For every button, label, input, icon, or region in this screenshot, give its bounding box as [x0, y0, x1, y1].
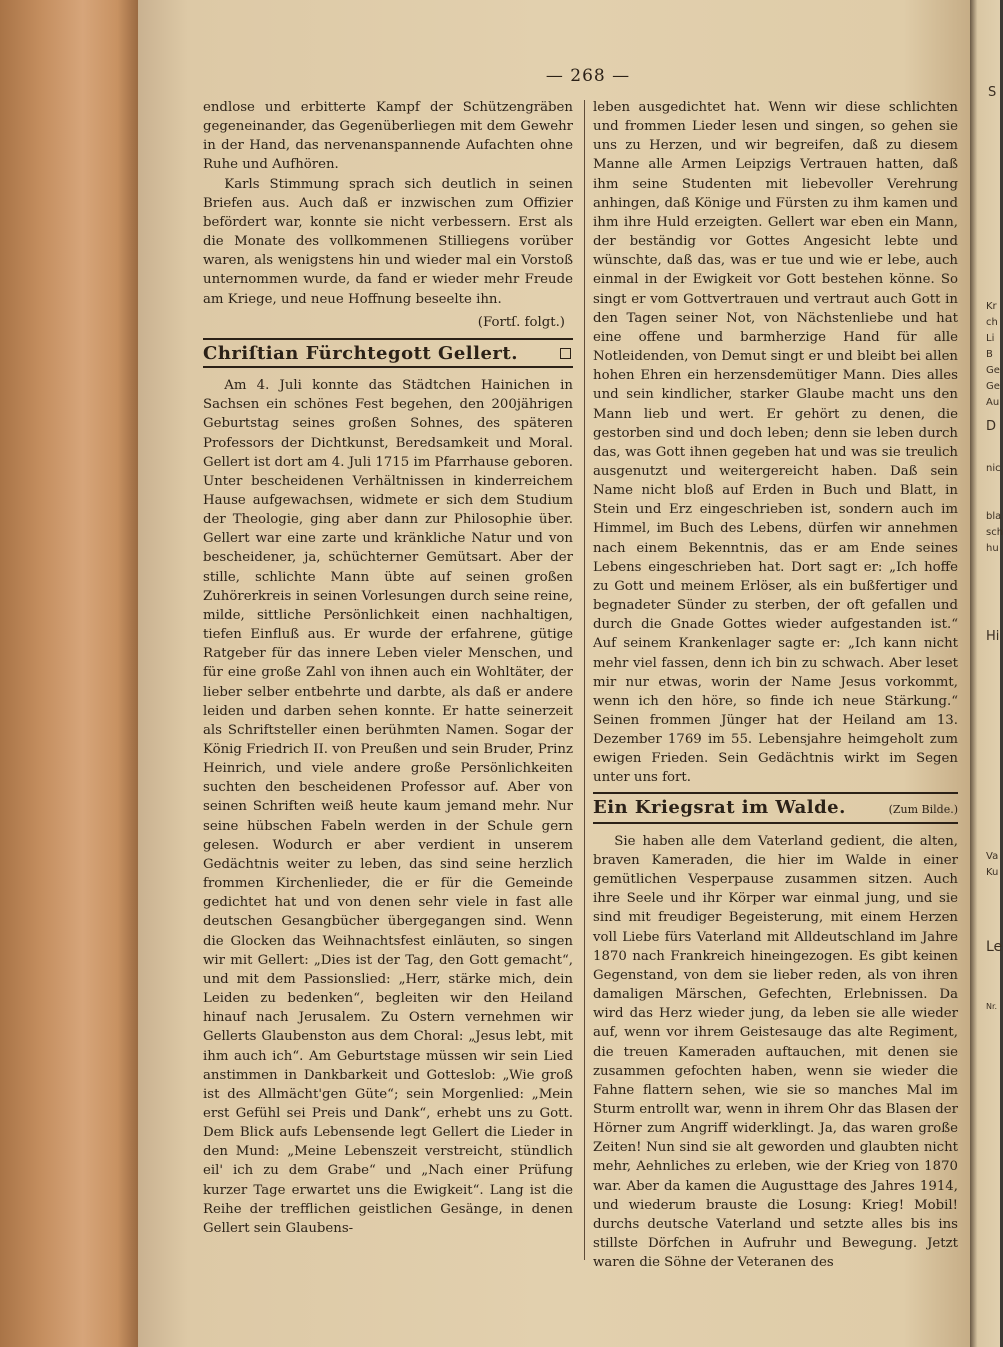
fragment: Ku	[986, 867, 999, 878]
article-heading: Chriſtian Fürchtegott Gellert.	[203, 342, 518, 364]
article-heading-box	[203, 338, 573, 368]
fragment: Au	[986, 397, 1000, 408]
fragment: Ge	[986, 365, 1000, 376]
column-divider	[584, 100, 585, 1260]
second-heading-box	[593, 792, 958, 824]
second-article-heading: Ein Kriegsrat im Walde.	[593, 796, 846, 818]
fragment: ch	[986, 317, 998, 328]
fragment: B	[986, 349, 993, 360]
second-article-text: Sie haben alle dem Vaterland gedient, die alten, braven Kameraden, die hier im Walde in einer gemütlichen Vesperpause zusammen sitzen. Auch ihre Seele und ihr Körper war einmal jung, und sie sind mit freudiger Begeisterung, mit einem Herzen voll Liebe fürs Vaterland mit Alldeutschland im Jahre 1870 nach Frankreich hineingezogen. Es gibt keinen Gegenstand, von dem sie lieber reden, als von ihren damaligen Märschen, Gefechten, Erlebnissen. Da wird das Herz wieder jung, da leben sie alle wieder auf, wenn vor ihrem Geistesauge das alte Regiment, die treuen Kameraden auftauchen, mit denen sie zusammen gefochten haben, wenn sie wieder die Fahne flattern sehen, wie sie so manches Mal im Sturm entrollt war, wenn in ihrem Ohr das Blasen der Hörner zum Angriff widerklingt. Ja, das waren große Zeiten! Nun sind sie alt geworden und glaubten nicht mehr, Aehnliches zu erleben, wie der Krieg von 1870 war. Aber da kamen die Augusttage des Jahres 1914, und wiederum brauste die Losung: Krieg! Mobil! durchs deutsche Vaterland und setzte alles bis ins stillste Dörfchen in Aufruhr und Bewegung. Jetzt waren die Söhne der Veteranen des	[593, 833, 958, 1271]
left-column	[203, 98, 573, 1238]
fragment: Le	[986, 939, 1003, 955]
intro-paragraph: Karls Stimmung sprach sich deutlich in seinen Briefen aus. Auch daß er inzwischen zum Offizier befördert war, konnte sie nicht verbessern. Erst als die Monate des vollkommenen Stilliegens vorüber waren, als wenigstens hin und wieder mal ein Vorstoß unternommen wurde, da fand er wieder mehr Freude am Kriege, und neue Hoffnung beseelte ihn.	[203, 176, 573, 307]
right-column	[593, 98, 958, 1272]
fragment: Li	[986, 333, 995, 344]
article-continuation: leben ausgedichtet hat. Wenn wir diese schlichten und frommen Lieder lesen und singen, so gehen sie uns zu Herzen, und wir begreifen, daß zu diesem Manne alle Armen Leipzigs Vertrauen hatten, daß ihm seine Studenten mit liebevoller Verehrung anhingen, daß Könige und Fürsten zu ihm kamen und ihm ihre Huld erzeigten. Gellert war eben ein Mann, der beständig vor Gottes Angesicht lebte und wünschte, daß das, was er tue und wie er lebe, auch einmal in der Ewigkeit vor Gott bestehen könne. So singt er vom Gottvertrauen und vertraut auch Gott in den Tagen seiner Not, von Nächstenliebe und hat eine offene und barmherzige Hand für alle Notleidenden, von Demut singt er und bleibt bei allen hohen Ehren ein herzensdemütiger Mann. Dies alles und sein kindlicher, starker Glaube macht uns den Mann lieb und wert. Er gehört zu denen, die gestorben sind und doch leben; denn sie leben durch das, was Gott ihnen gegeben hat und was sie treulich ausgenutzt und weitergereicht haben. Daß sein Name nicht bloß auf Erden in Buch und Blatt, in Stein und Erz eingeschrieben ist, sondern auch im Himmel, im Buch des Lebens, dürfen wir annehmen nach einem Bekenntnis, das er am Ende seines Lebens eingeschrieben hat. Dort sagt er: „Ich hoffe zu Gott und meinem Erlöser, als ein bußfertiger und begnadeter Sünder zu sterben, der oft gefallen und durch die Gnade Gottes wieder aufgestanden ist.“ Auf seinem Krankenlager sagte er: „Ich kann nicht mehr viel fassen, denn ich bin zu schwach. Aber leset mir nur etwas, worin der Name Jesus vorkommt, wenn ich den höre, so finde ich neue Stärkung.“ Seinen frommen Jünger hat der Heiland am 13. Dezember 1769 im 55. Lebensjahre heimgeholt zum ewigen Frieden. Sein Gedächtnis wirkt im Segen unter uns fort.	[593, 100, 958, 786]
fragment: hu	[986, 543, 999, 554]
fragment: bla	[986, 511, 1002, 522]
fragment: sch	[986, 527, 1003, 538]
fragment: Ge	[986, 381, 1000, 392]
intro-paragraph: endlose und erbitterte Kampf der Schützengräben gegeneinander, das Gegenüberliegen mit dem Gewehr in der Hand, das nervenanspannende Aufachten ohne Ruhe und Aufhören.	[203, 100, 573, 173]
article-text: Am 4. Juli konnte das Städtchen Hainichen in Sachsen ein schönes Fest begehen, den 200jährigen Geburtstag seines großen Sohnes, des späteren Professors der Dichtkunst, Beredsamkeit und Moral. Gellert ist dort am 4. Juli 1715 im Pfarrhause geboren. Unter bescheidenen Verhältnissen in kinderreichem Hause aufgewachsen, widmete er sich dem Studium der Theologie, ging aber dann zur Philosophie über. Gellert war eine zarte und kränkliche Natur und von bescheidener, ja, schüchterner Gemütsart. Aber der stille, schlichte Mann übte auf seinen großen Zuhörerkreis in seinen Vorlesungen durch seine reine, milde, sittliche Persönlichkeit einen nachhaltigen, tiefen Einfluß aus. Er wurde der erfahrene, gütige Ratgeber für das innere Leben vieler Menschen, und für eine große Zahl von ihnen auch ein Wohltäter, der lieber selber entbehrte und darbte, als daß er andere leiden und darben sehen konnte. Er hatte seinerzeit als Schriftsteller einen berühmten Namen. Sogar der König Friedrich II. von Preußen und sein Bruder, Prinz Heinrich, und viele andere große Persönlichkeiten suchten den bescheidenen Professor auf. Aber von seinen Schriften weiß heute kaum jemand mehr. Nur seine hübschen Fabeln werden in der Schule gern gelesen. Wodurch er aber verdient in unserem Gedächtnis weiter zu leben, das sind seine herzlich frommen Kirchenlieder, die er für die Gemeinde gedichtet hat und von denen sehr viele in fast alle deutschen Gesangbücher übergegangen sind. Wenn die Glocken das Weihnachtsfest einläuten, so singen wir mit Gellert: „Dies ist der Tag, den Gott gemacht“, und mit dem Passionslied: „Herr, stärke mich, dein Leiden zu bedenken“, begleiten wir den Heiland hinauf nach Jerusalem. Zu Ostern vernehmen wir Gellerts Glaubenston aus dem Choral: „Jesus lebt, mit ihm auch ich“. Am Geburtstage müssen wir sein Lied anstimmen in Dankbarkeit und Gotteslob: „Wie groß ist des Allmächt'gen Güte“; sein Morgenlied: „Mein erst Gefühl sei Preis und Dank“, erhebt uns zu Gott. Dem Blick aufs Lebensende legt Gellert die Lieder in den Mund: „Meine Lebenszeit verstreicht, stündlich eil' ich zu dem Grabe“ und „Nach einer Prüfung kurzer Tage erwartet uns die Ewigkeit“. Lang ist die Reihe der trefflichen geistlichen Gesänge, in denen Gellert sein Glaubens-	[203, 378, 573, 1236]
fragment: Kr	[986, 301, 997, 312]
square-marker-icon	[560, 348, 571, 359]
book-spine	[0, 0, 138, 1347]
next-page-edge	[970, 0, 1003, 1347]
page-number: — 268 —	[545, 66, 631, 86]
fragment: Hi	[986, 629, 1000, 644]
fragment: nic	[986, 463, 1001, 474]
picture-caption: (Zum Bilde.)	[888, 802, 958, 816]
fragment: Va	[986, 851, 999, 862]
book-page	[138, 0, 970, 1347]
fragment: Nr.	[986, 1002, 998, 1011]
fragment: D	[986, 419, 997, 434]
continuation-note: (Fortſ. folgt.)	[477, 314, 565, 330]
fragment: S	[988, 85, 997, 100]
